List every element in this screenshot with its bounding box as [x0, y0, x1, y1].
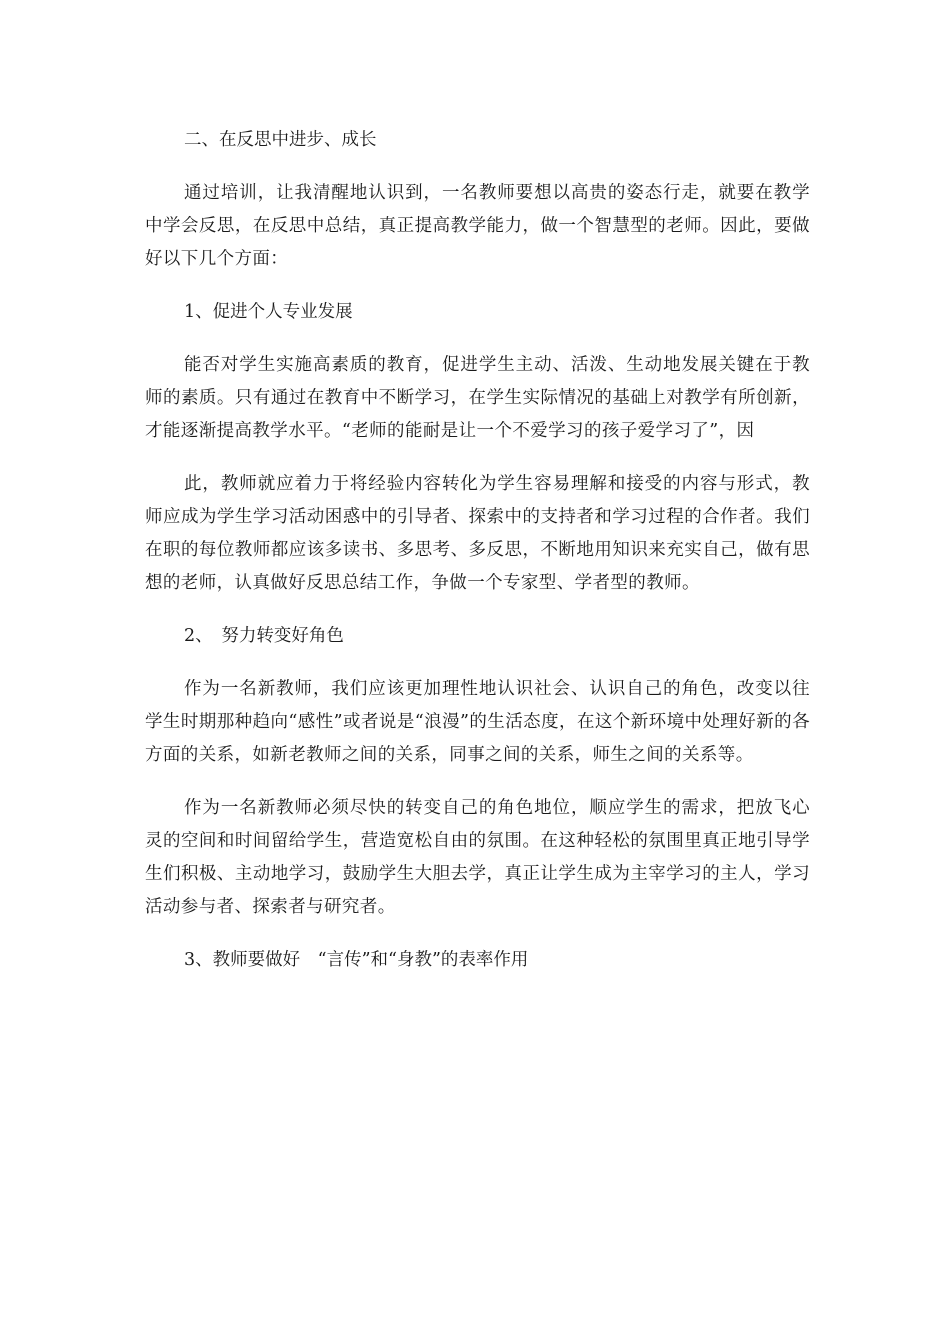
- item-1-paragraph-a: 能否对学生实施高素质的教育，促进学生主动、活泼、生动地发展关键在于教师的素质。只有通过在教育中不断学习，在学生实际情况的基础上对教学有所创新，才能逐渐提高教学水平。“老师的能耐是让一个不爱学习的孩子爱学习了”，因: [145, 355, 810, 441]
- item-1-paragraph-b: 此，教师就应着力于将经验内容转化为学生容易理解和接受的内容与形式，教师应成为学生学习活动困惑中的引导者、探索中的支持者和学习过程的合作者。我们在职的每位教师都应该多读书、多思考、多反思，不断地用知识来充实自己，做有思想的老师，认真做好反思总结工作，争做一个专家型、学者型的教师。: [145, 474, 810, 593]
- section-heading: 二、在反思中进步、成长: [184, 130, 377, 150]
- item-1-heading: 1、促进个人专业发展: [184, 302, 353, 322]
- document-body: [145, 124, 810, 997]
- item-2-heading: 2、 努力转变好角色: [184, 626, 344, 646]
- item-3-heading: 3、教师要做好 “言传”和“身教”的表率作用: [184, 950, 529, 970]
- intro-paragraph: 通过培训，让我清醒地认识到，一名教师要想以高贵的姿态行走，就要在教学中学会反思，在反思中总结，真正提高教学能力，做一个智慧型的老师。因此，要做好以下几个方面：: [145, 183, 810, 269]
- item-2-paragraph-a: 作为一名新教师，我们应该更加理性地认识社会、认识自己的角色，改变以往学生时期那种趋向“感性”或者说是“浪漫”的生活态度，在这个新环境中处理好新的各方面的关系，如新老教师之间的关系，同事之间的关系，师生之间的关系等。: [145, 679, 810, 765]
- item-2-paragraph-b: 作为一名新教师必须尽快的转变自己的角色地位，顺应学生的需求，把放飞心灵的空间和时间留给学生，营造宽松自由的氛围。在这种轻松的氛围里真正地引导学生们积极、主动地学习，鼓励学生大胆去学，真正让学生成为主宰学习的主人，学习活动参与者、探索者与研究者。: [145, 798, 810, 917]
